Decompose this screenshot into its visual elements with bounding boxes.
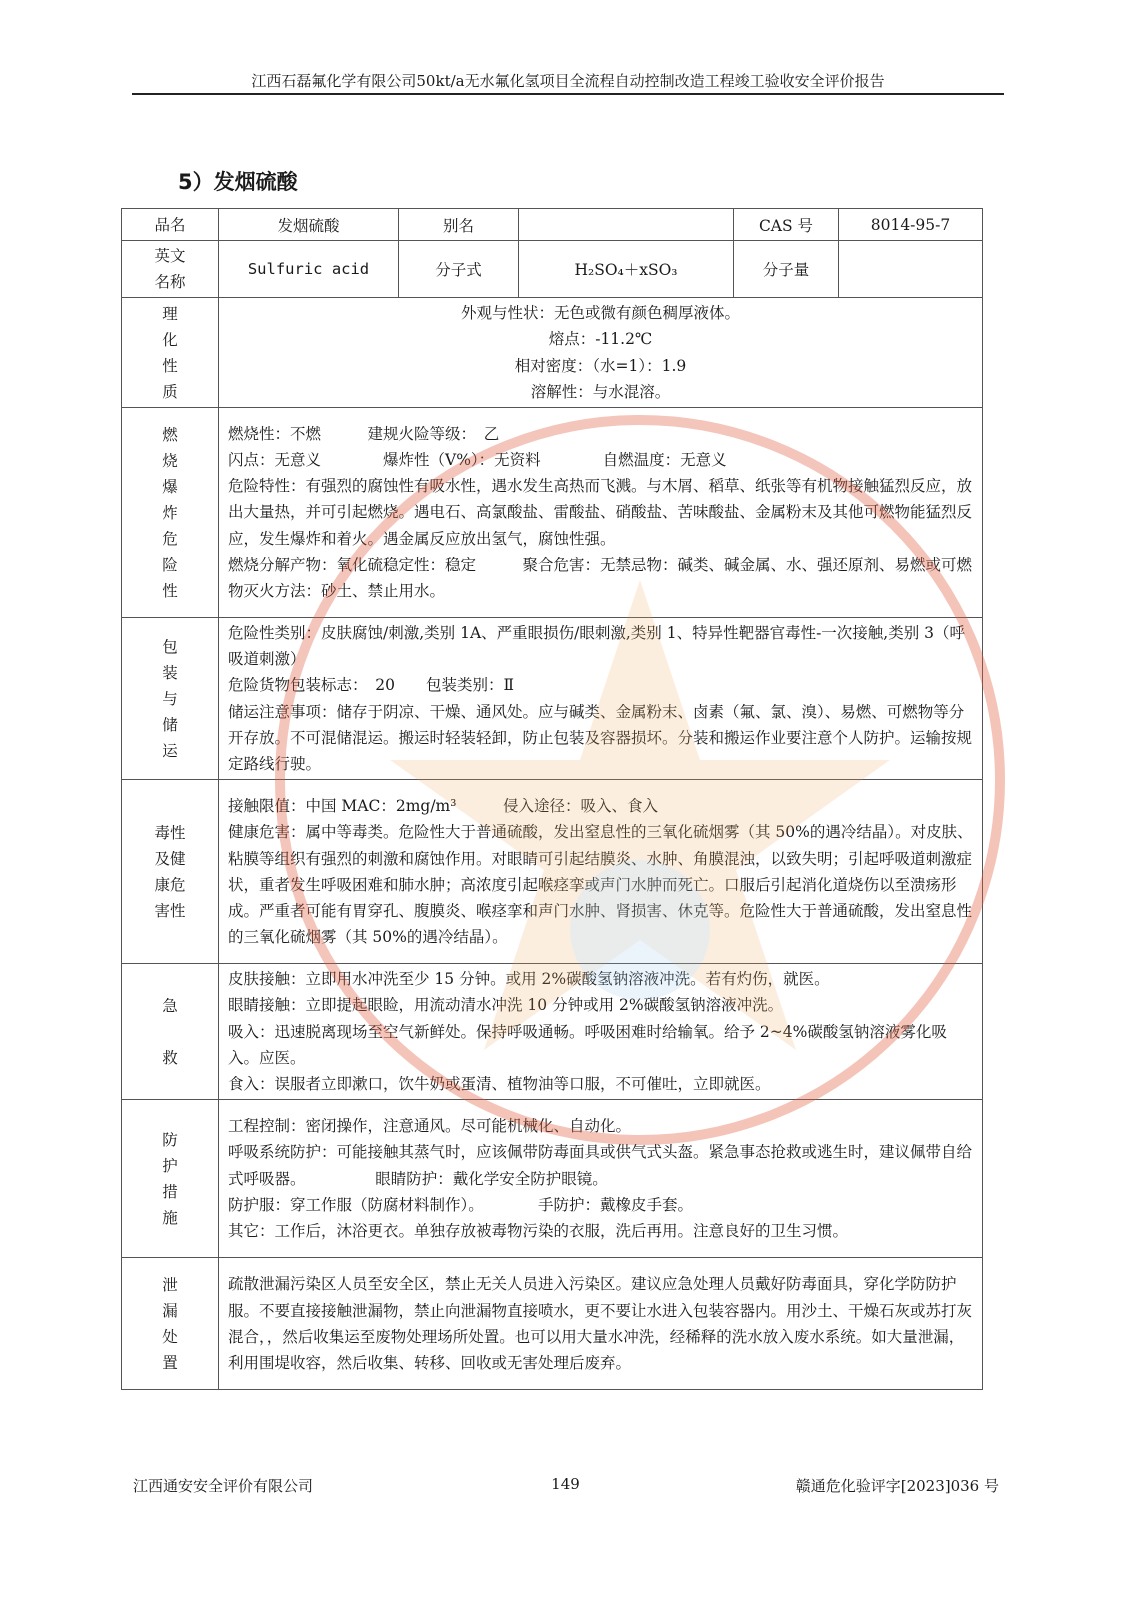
label-char: 储 bbox=[162, 715, 178, 734]
msds-table bbox=[121, 208, 983, 1390]
row-content-aid bbox=[219, 964, 983, 1100]
cell-cas: 8014-95-7 bbox=[839, 209, 983, 241]
table-row bbox=[122, 209, 983, 241]
text-line: 眼睛接触：立即提起眼睑，用流动清水冲洗 10 分钟或用 2%碳酸氢钠溶液冲洗。 bbox=[228, 996, 784, 1015]
label-char: 危 bbox=[162, 529, 178, 548]
label-char: 置 bbox=[162, 1353, 178, 1372]
text-line: 储运注意事项：储存于阴凉、干燥、通风处。应与碱类、金属粉末、卤素（氟、氯、溴）、易燃、可燃物等分开存放。不可混储混运。搬运时轻装轻卸，防止包装及容器损坏。分装和搬运作业要注意个人防护。运输按规定路线行驶。 bbox=[228, 702, 973, 774]
text-line: 燃烧性：不燃 建规火险等级： 乙 bbox=[228, 424, 500, 443]
label-line: 名称 bbox=[154, 273, 186, 291]
text-line: 呼吸系统防护：可能接触其蒸气时，应该佩带防毒面具或供气式头盔。紧急事态抢救或逃生时，建议佩带自给式呼吸器。 眼睛防护：戴化学安全防护眼镜。 bbox=[228, 1143, 973, 1188]
cell-label-name: 品名 bbox=[122, 209, 219, 241]
row-content-leak bbox=[219, 1258, 983, 1390]
text-line: 闪点：无意义 爆炸性（V%）：无资料 自燃温度：无意义 bbox=[228, 450, 727, 469]
text-line: 相对密度：（水=1）：1.9 bbox=[514, 356, 687, 375]
label-char: 爆 bbox=[162, 477, 178, 496]
cell-mw bbox=[839, 241, 983, 298]
text-line: 危险货物包装标志： 20 包装类别：Ⅱ bbox=[228, 676, 515, 695]
label-char: 防 bbox=[162, 1130, 178, 1149]
cell-label-alias: 别名 bbox=[399, 209, 519, 241]
table-row-leak bbox=[122, 1258, 983, 1390]
footer-page-number: 149 bbox=[551, 1475, 580, 1493]
text-line: 防护服：穿工作服（防腐材料制作）。 手防护：戴橡皮手套。 bbox=[228, 1195, 694, 1214]
label-char: 害性 bbox=[154, 901, 186, 920]
label-char: 性 bbox=[162, 356, 178, 375]
row-label-leak bbox=[122, 1258, 219, 1390]
header-rule bbox=[132, 93, 1004, 95]
label-char: 理 bbox=[162, 304, 178, 323]
text-line: 燃烧分解产物：氧化硫稳定性：稳定 聚合危害：无禁忌物：碱类、碱金属、水、强还原剂、易燃或可燃物灭火方法：砂土、禁止用水。 bbox=[228, 555, 973, 600]
text-line: 吸入：迅速脱离现场至空气新鲜处。保持呼吸通畅。呼吸困难时给输氧。给予 2~4%碳酸氢钠溶液雾化吸入。应医。 bbox=[228, 1022, 947, 1067]
row-label-tox bbox=[122, 780, 219, 964]
label-char: 处 bbox=[162, 1327, 178, 1346]
footer-report-number: 赣通危化验评字[2023]036 号 bbox=[795, 1477, 999, 1495]
text-line: 熔点：-11.2℃ bbox=[548, 330, 653, 349]
row-label-aid bbox=[122, 964, 219, 1100]
label-char: 险 bbox=[162, 555, 178, 574]
footer-company: 江西通安安全评价有限公司 bbox=[133, 1477, 314, 1495]
row-content-phys bbox=[219, 298, 983, 408]
page-header: 江西石磊氟化学有限公司50kt/a无水氟化氢项目全流程自动控制改造工程竣工验收安全评价报告 bbox=[251, 72, 885, 90]
label-spacer bbox=[124, 1019, 216, 1045]
row-content-protect bbox=[219, 1100, 983, 1258]
label-char: 与 bbox=[162, 689, 178, 708]
label-char: 措 bbox=[162, 1182, 178, 1201]
cell-label-cas: CAS 号 bbox=[734, 209, 839, 241]
label-char: 急 bbox=[162, 996, 178, 1015]
row-content-fire bbox=[219, 408, 983, 618]
label-char: 燃 bbox=[162, 425, 178, 444]
label-char: 救 bbox=[162, 1048, 178, 1067]
label-char: 施 bbox=[162, 1208, 178, 1227]
cell-label-english bbox=[122, 241, 219, 298]
row-content-tox bbox=[219, 780, 983, 964]
text-line: 食入：误服者立即漱口，饮牛奶或蛋清、植物油等口服，不可催吐，立即就医。 bbox=[228, 1075, 771, 1094]
label-char: 漏 bbox=[162, 1301, 178, 1320]
label-char: 包 bbox=[162, 637, 178, 656]
label-char: 护 bbox=[162, 1156, 178, 1175]
label-char: 装 bbox=[162, 663, 178, 682]
cell-formula: H₂SO₄＋xSO₃ bbox=[519, 241, 734, 298]
table-row-protect bbox=[122, 1100, 983, 1258]
table-row-aid bbox=[122, 964, 983, 1100]
row-label-pack bbox=[122, 618, 219, 780]
cell-label-mw: 分子量 bbox=[734, 241, 839, 298]
label-char: 毒性 bbox=[154, 823, 186, 842]
text-line: 其它：工作后，沐浴更衣。单独存放被毒物污染的衣服，洗后再用。注意良好的卫生习惯。 bbox=[228, 1222, 849, 1241]
label-char: 化 bbox=[162, 330, 178, 349]
text-line: 危险特性：有强烈的腐蚀性有吸水性，遇水发生高热而飞溅。与木屑、稻草、纸张等有机物接触猛烈反应，放出大量热，并可引起燃烧。遇电石、高氯酸盐、雷酸盐、硝酸盐、苦味酸盐、金属粉末及其他可燃物能猛烈反应，发生爆炸和着火。遇金属反应放出氢气，腐蚀性强。 bbox=[228, 477, 973, 548]
cell-english-name: Sulfuric acid bbox=[219, 241, 399, 298]
label-char: 性 bbox=[162, 581, 178, 600]
row-label-protect bbox=[122, 1100, 219, 1258]
label-char: 运 bbox=[162, 741, 178, 760]
row-content-pack bbox=[219, 618, 983, 780]
row-label-fire bbox=[122, 408, 219, 618]
text-line: 皮肤接触：立即用水冲洗至少 15 分钟。或用 2%碳酸氢钠溶液冲洗。若有灼伤，就医。 bbox=[228, 970, 830, 989]
table-row-fire bbox=[122, 408, 983, 618]
label-line: 英文 bbox=[154, 247, 186, 265]
text-line: 工程控制：密闭操作，注意通风。尽可能机械化、自动化。 bbox=[228, 1117, 632, 1136]
label-char: 泄 bbox=[162, 1275, 178, 1294]
label-char: 康危 bbox=[154, 875, 186, 894]
cell-label-formula: 分子式 bbox=[399, 241, 519, 298]
cell-product-name: 发烟硫酸 bbox=[219, 209, 399, 241]
table-row-tox bbox=[122, 780, 983, 964]
text-line: 疏散泄漏污染区人员至安全区，禁止无关人员进入污染区。建议应急处理人员戴好防毒面具，穿化学防防护服。不要直接接触泄漏物，禁止向泄漏物直接喷水，更不要让水进入包装容器内。用沙土、干燥石灰或苏打灰混合，，然后收集运至废物处理场所处置。也可以用大量水冲洗，经稀释的洗水放入废水系统。如大量泄漏，利用围堤收容，然后收集、转移、回收或无害处理后废弃。 bbox=[228, 1275, 973, 1372]
cell-alias bbox=[519, 209, 734, 241]
section-title: 5）发烟硫酸 bbox=[178, 170, 298, 194]
label-char: 烧 bbox=[162, 451, 178, 470]
label-char: 及健 bbox=[154, 849, 186, 868]
table-row bbox=[122, 241, 983, 298]
row-label-phys bbox=[122, 298, 219, 408]
table-row-pack bbox=[122, 618, 983, 780]
text-line: 健康危害：属中等毒类。危险性大于普通硫酸，发出窒息性的三氧化硫烟雾（其 50%的遇冷结晶）。对皮肤、粘膜等组织有强烈的刺激和腐蚀作用。对眼睛可引起结膜炎、水肿、角膜混浊，以致失明；引起呼吸道刺激症状，重者发生呼吸困难和肺水肿；高浓度引起喉痉挛或声门水肿而死亡。口服后引起消化道烧伤以至溃疡形成。严重者可能有胃穿孔、腹膜炎、喉痉挛和声门水肿、肾损害、休克等。危险性大于普通硫酸，发出窒息性的三氧化硫烟雾（其 50%的遇冷结晶）。 bbox=[228, 823, 973, 947]
label-char: 炸 bbox=[162, 503, 178, 522]
table-row-phys bbox=[122, 298, 983, 408]
text-line: 溶解性：与水混溶。 bbox=[530, 382, 671, 401]
label-char: 质 bbox=[162, 382, 178, 401]
text-line: 危险性类别：皮肤腐蚀/刺激,类别 1A、严重眼损伤/眼刺激,类别 1、特异性靶器官毒性-一次接触,类别 3（呼吸道刺激） bbox=[228, 624, 966, 669]
text-line: 外观与性状：无色或微有颜色稠厚液体。 bbox=[460, 304, 740, 323]
text-line: 接触限值：中国 MAC：2mg/m³ 侵入途径：吸入、食入 bbox=[228, 797, 658, 816]
